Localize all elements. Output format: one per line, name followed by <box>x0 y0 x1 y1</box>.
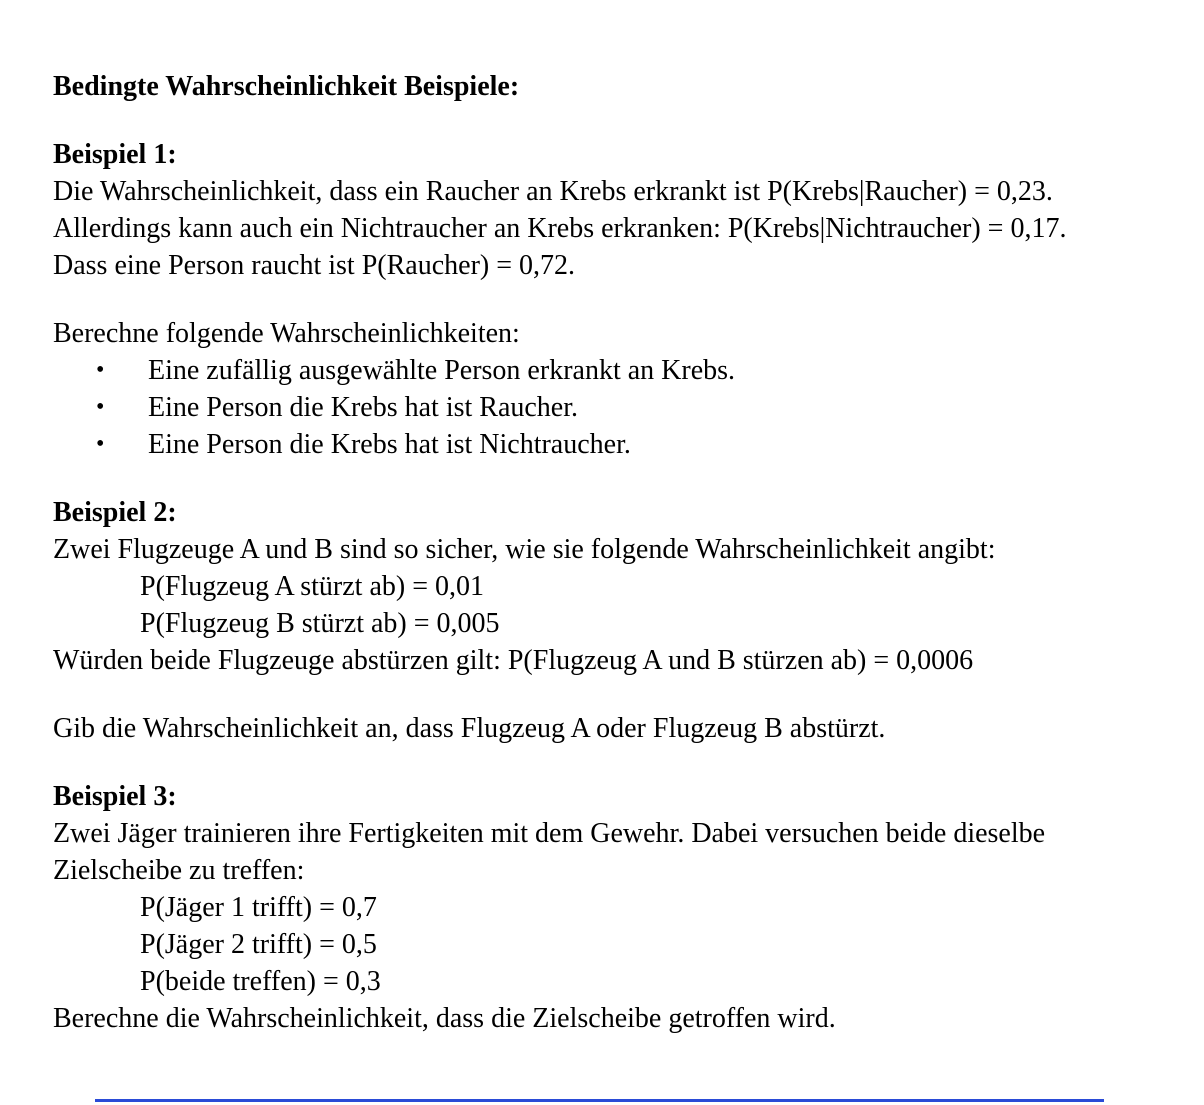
line-text: Zwei Flugzeuge A und B sind so sicher, wie sie folgende Wahrscheinlichkeit angibt: <box>53 534 996 565</box>
line-text: Dass eine Person raucht ist P(Raucher) = 0,72. <box>53 250 576 281</box>
text-line <box>0 642 1204 679</box>
line-text: Berechne folgende Wahrscheinlichkeiten: <box>53 318 520 349</box>
blank-line <box>0 105 1204 136</box>
line-text: Eine Person die Krebs hat ist Nichtraucher. <box>148 429 631 460</box>
line-text: P(Jäger 1 trifft) = 0,7 <box>140 892 377 923</box>
blank-line <box>0 679 1204 710</box>
line-text: P(Flugzeug A stürzt ab) = 0,01 <box>140 571 484 602</box>
bullet-icon: • <box>96 431 105 457</box>
text-line <box>0 247 1204 284</box>
bullet-icon: • <box>96 394 105 420</box>
line-text: Zielscheibe zu treffen: <box>53 855 305 886</box>
text-line <box>0 173 1204 210</box>
document-title <box>0 68 1204 105</box>
line-text: Beispiel 1: <box>53 139 177 170</box>
line-text: Eine zufällig ausgewählte Person erkrankt an Krebs. <box>148 355 736 386</box>
text-line <box>0 531 1204 568</box>
probability-line <box>0 926 1204 963</box>
line-text: Die Wahrscheinlichkeit, dass ein Raucher an Krebs erkrankt ist P(Krebs|Raucher) = 0,23. <box>53 176 1053 207</box>
text-line <box>0 815 1204 852</box>
text-line <box>0 210 1204 247</box>
line-text: Würden beide Flugzeuge abstürzen gilt: P(Flugzeug A und B stürzen ab) = 0,0006 <box>53 645 974 676</box>
probability-line <box>0 889 1204 926</box>
bullet-item <box>0 352 1204 389</box>
section-heading <box>0 778 1204 815</box>
line-text: Gib die Wahrscheinlichkeit an, dass Flugzeug A oder Flugzeug B abstürzt. <box>53 713 886 744</box>
line-text: Bedingte Wahrscheinlichkeit Beispiele: <box>53 71 520 102</box>
line-text: Allerdings kann auch ein Nichtraucher an Krebs erkranken: P(Krebs|Nichtraucher) = 0,17. <box>53 213 1067 244</box>
bullet-item <box>0 389 1204 426</box>
line-text: Zwei Jäger trainieren ihre Fertigkeiten mit dem Gewehr. Dabei versuchen beide dieselbe <box>53 818 1046 849</box>
blank-line <box>0 463 1204 494</box>
probability-line <box>0 568 1204 605</box>
probability-line <box>0 963 1204 1000</box>
line-text: Beispiel 3: <box>53 781 177 812</box>
text-line <box>0 710 1204 747</box>
probability-line <box>0 605 1204 642</box>
section-heading <box>0 494 1204 531</box>
text-line <box>0 1000 1204 1037</box>
line-text: Beispiel 2: <box>53 497 177 528</box>
line-text: P(beide treffen) = 0,3 <box>140 966 381 997</box>
text-line <box>0 315 1204 352</box>
line-text: P(Flugzeug B stürzt ab) = 0,005 <box>140 608 500 639</box>
blank-line <box>0 284 1204 315</box>
bullet-item <box>0 426 1204 463</box>
footer-rule <box>95 1099 1104 1102</box>
line-text: Eine Person die Krebs hat ist Raucher. <box>148 392 579 423</box>
line-text: Berechne die Wahrscheinlichkeit, dass die Zielscheibe getroffen wird. <box>53 1003 836 1034</box>
text-line <box>0 852 1204 889</box>
section-heading <box>0 136 1204 173</box>
bullet-icon: • <box>96 357 105 383</box>
blank-line <box>0 747 1204 778</box>
line-text: P(Jäger 2 trifft) = 0,5 <box>140 929 377 960</box>
